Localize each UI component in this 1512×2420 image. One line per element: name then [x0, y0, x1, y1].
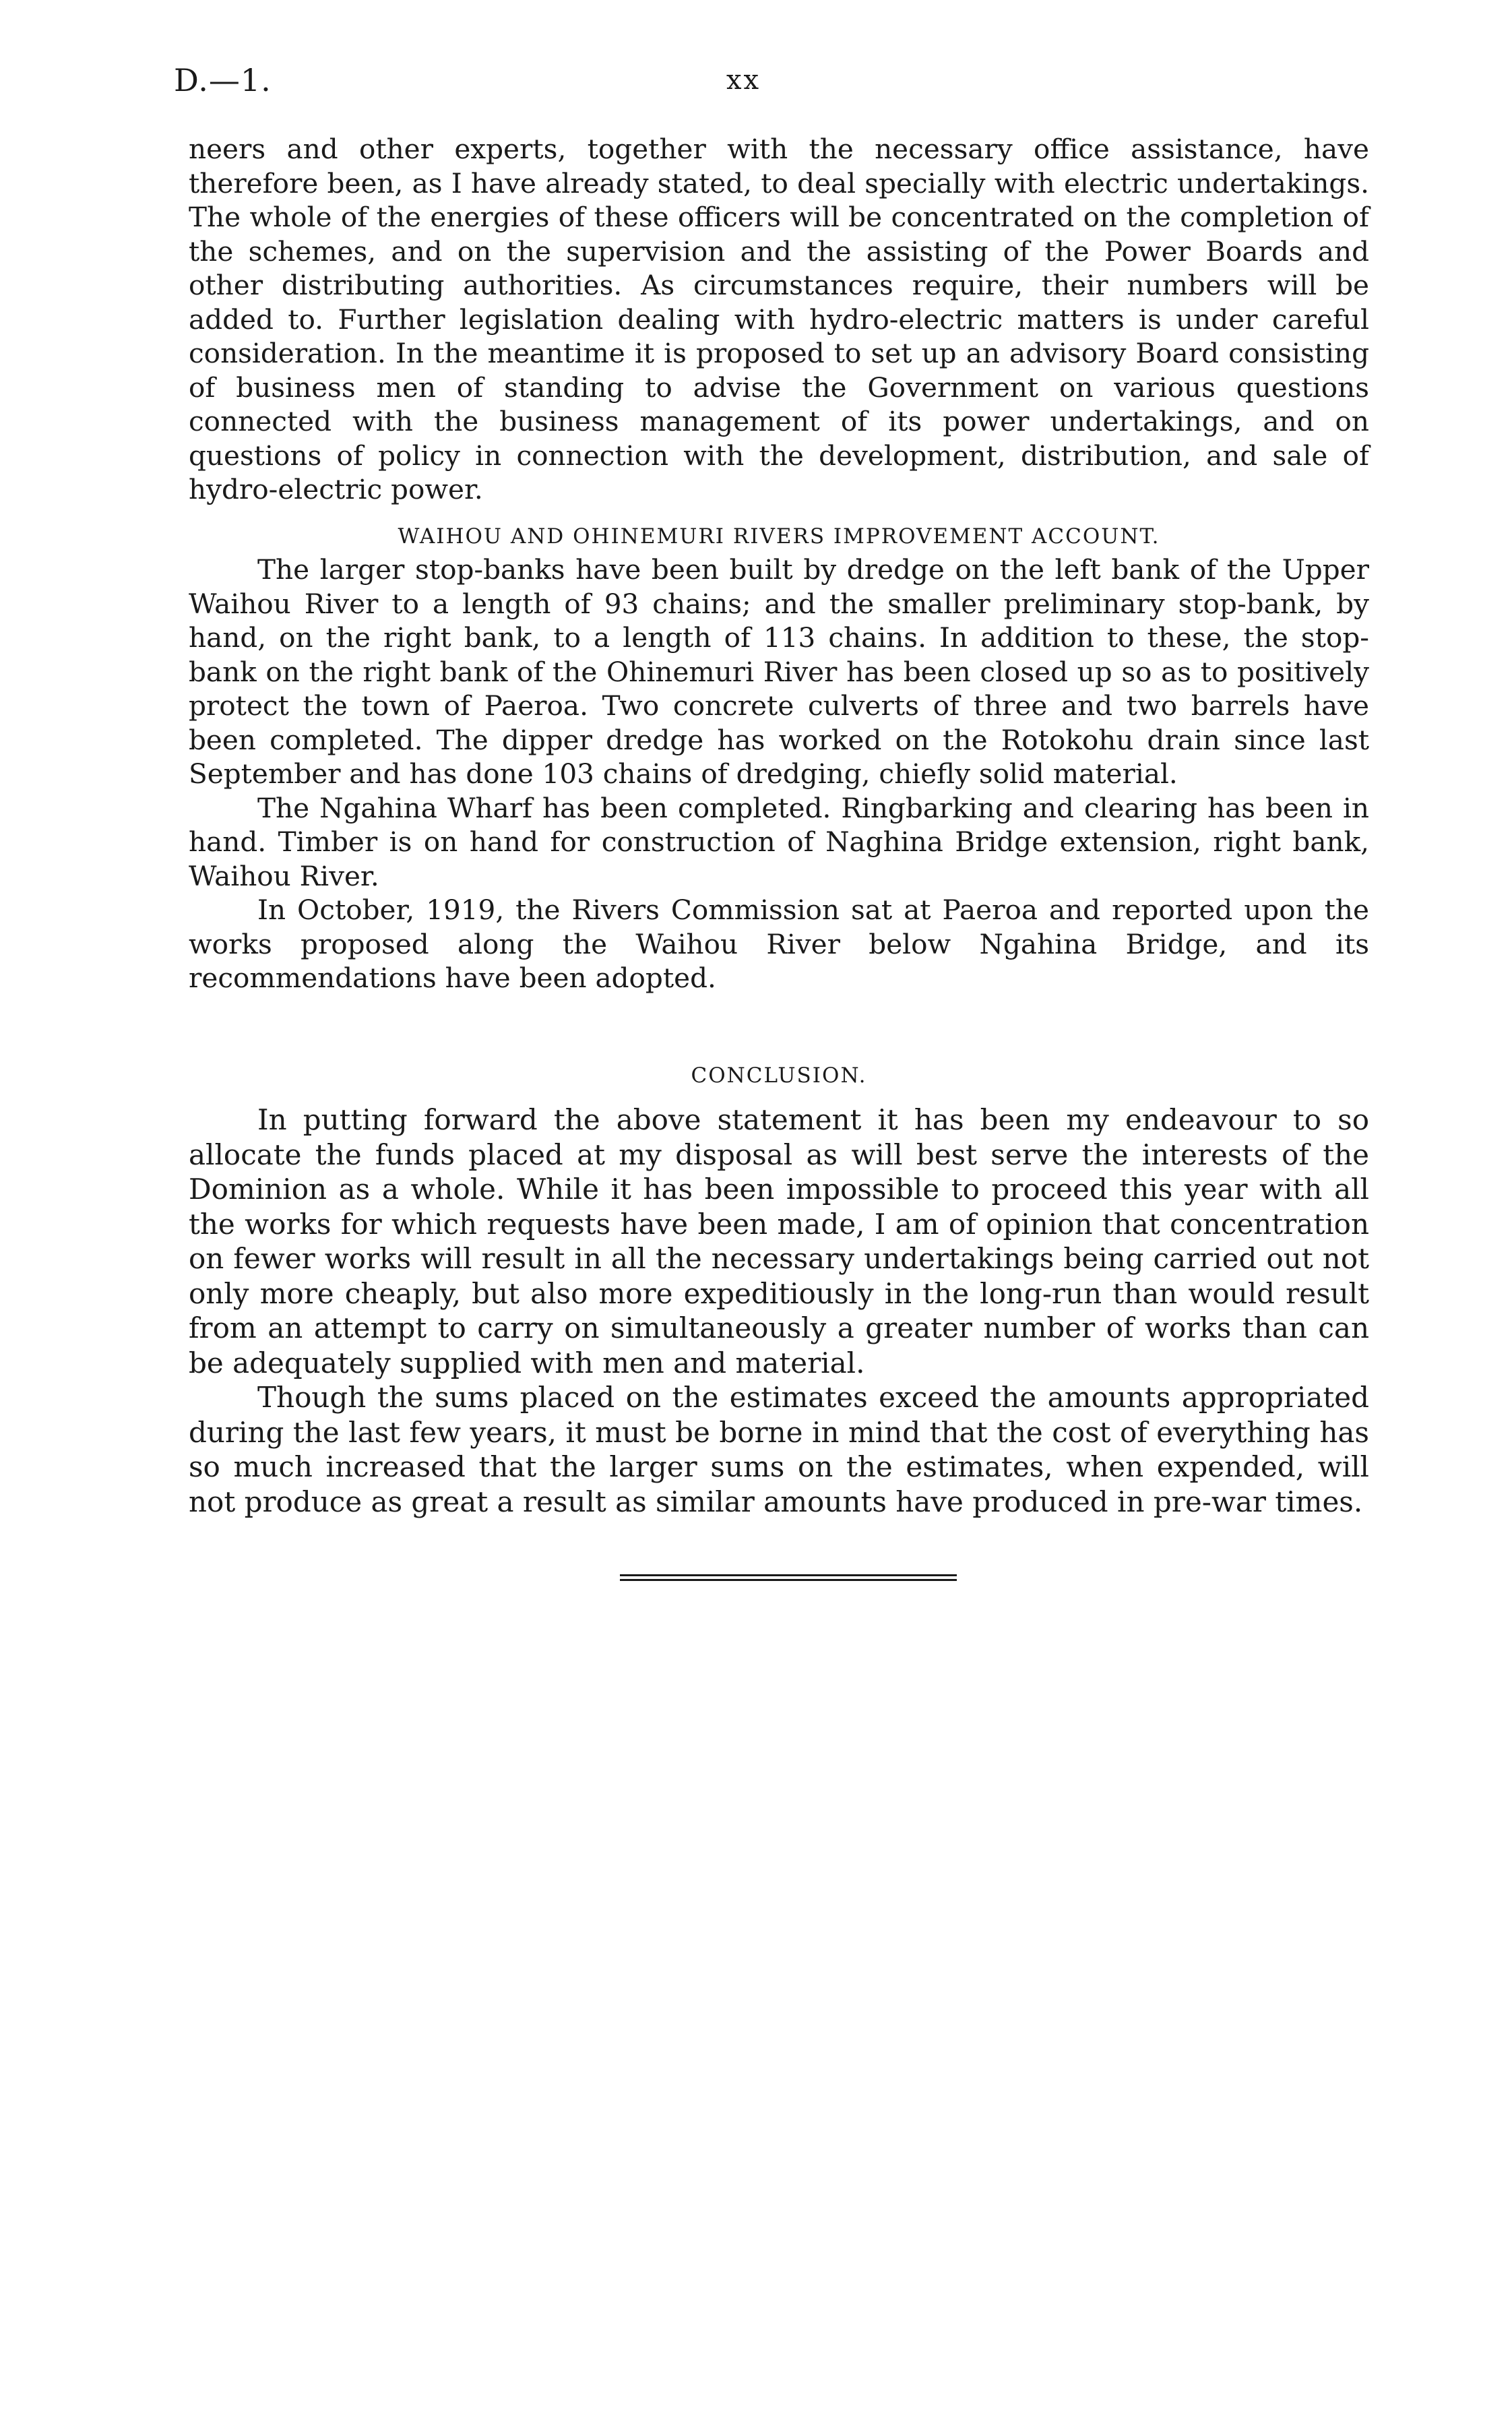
end-rule-top — [620, 1574, 957, 1576]
conclusion-section — [189, 1103, 1369, 1519]
document-reference: D.—1. — [174, 62, 272, 98]
continued-section — [189, 132, 1369, 507]
paragraph: The larger stop-banks have been built by dredge on the left bank of the Upper Waihou River to a length of 93 chains; and the smaller preliminary stop-bank, by hand, on the right bank, to a length of 113 chains. In addition to these, the stop-bank on the right bank of the Ohinemuri River has been closed up so as to positively protect the town of Paeroa. Two concrete culverts of three and two barrels have been completed. The dipper dredge has worked on the Rotokohu drain since last September and has done 103 chains of dredging, chiefly solid material. — [189, 553, 1369, 790]
paragraph: In October, 1919, the Rivers Commission sat at Paeroa and reported upon the works proposed along the Waihou River below Ngahina Bridge, and its recommendations have been adopted. — [189, 894, 1369, 994]
section-heading-conclusion: CONCLUSION. — [691, 1063, 867, 1088]
section-heading-waihou: WAIHOU AND OHINEMURI RIVERS IMPROVEMENT ACCOUNT. — [398, 524, 1160, 549]
paragraph: In putting forward the above statement it has been my endeavour to so allocate the funds placed at my disposal as will best serve the interests of the Dominion as a whole. While it has been impossible to proceed this year with all the works for which requests have been made, I am of opinion that concentration on fewer works will result in all the necessary undertakings being carried out not only more cheaply, but also more expeditiously in the long-run than would result from an attempt to carry on simultaneously a greater number of works than can be adequately supplied with men and material. — [189, 1103, 1369, 1379]
waihou-section — [189, 553, 1369, 995]
paragraph: The Ngahina Wharf has been completed. Ringbarking and clearing has been in hand. Timber is on hand for construction of Naghina Bridge extension, right bank, Waihou River. — [189, 791, 1369, 892]
paragraph: Though the sums placed on the estimates exceed the amounts appropriated during the last few years, it must be borne in mind that the cost of everything has so much increased that the larger sums on the estimates, when expended, will not produce as great a result as similar amounts have produced in pre-war times. — [189, 1381, 1369, 1518]
end-rule-bottom — [620, 1579, 957, 1581]
page-number: xx — [726, 65, 761, 96]
paragraph: neers and other experts, together with the necessary office assistance, have therefore been, as I have already stated, to deal specially with electric undertakings. The whole of the energies of these officers will be concentrated on the completion of the schemes, and on the supervision and the assisting of the Power Boards and other distributing authorities. As circumstances require, their numbers will be added to. Further legislation dealing with hydro-electric matters is under careful consideration. In the meantime it is proposed to set up an advisory Board consisting of business men of standing to advise the Government on various questions connected with the business management of its power undertakings, and on questions of policy in connection with the development, distribution, and sale of hydro-electric power. — [189, 133, 1369, 505]
